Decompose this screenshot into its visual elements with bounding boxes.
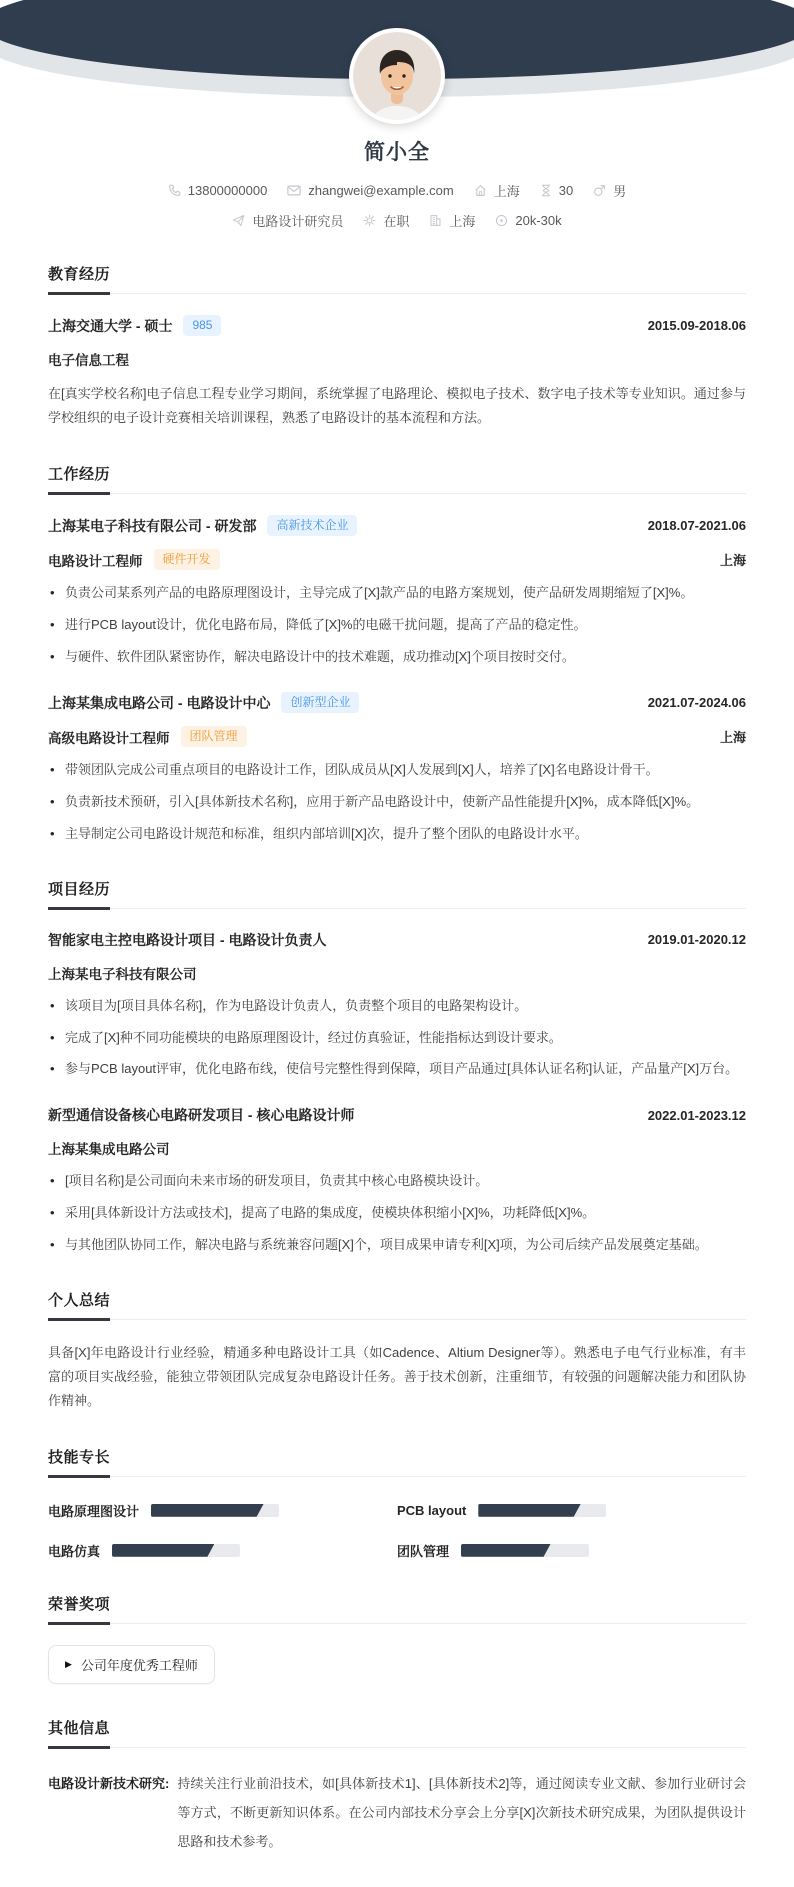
section-honors-title: 荣誉奖项 xyxy=(48,1593,110,1623)
skill-bar-track xyxy=(151,1504,279,1517)
section-work-title: 工作经历 xyxy=(48,463,110,493)
honor-chip-label: 公司年度优秀工程师 xyxy=(80,1657,198,1673)
project-2-bullet: • [项目名称]是公司面向未来市场的研发项目，负责其中核心电路模块设计。 xyxy=(48,1171,746,1192)
contact-row-1 xyxy=(0,181,794,200)
skill-bar-track xyxy=(461,1544,589,1557)
skill-item xyxy=(397,1501,746,1520)
contact-location xyxy=(474,181,520,200)
contact-phone xyxy=(168,183,268,198)
section-summary xyxy=(48,1289,746,1413)
contact-job-status xyxy=(363,211,409,230)
project-1-bullet: • 该项目为[项目具体名称]，作为电路设计负责人，负责整个项目的电路架构设计。 xyxy=(48,996,746,1017)
section-skills-title: 技能专长 xyxy=(48,1446,110,1476)
work-2-bullet: • 负责新技术预研，引入[具体新技术名称]，应用于新产品电路设计中，使新产品性能提升[X]%，成本降低[X]%。 xyxy=(48,792,746,813)
work-2-bullet: • 带领团队完成公司重点项目的电路设计工作，团队成员从[X]人发展到[X]人，培养了[X]名电路设计骨干。 xyxy=(48,760,746,781)
section-projects xyxy=(48,878,746,1256)
education-description: 在[真实学校名称]电子信息工程专业学习期间，系统掌握了电路理论、模拟电子技术、数字电子技术等专业知识。通过参与学校组织的电子设计竞赛相关培训课程，熟悉了电路设计的基本流程和方法。 xyxy=(48,386,746,426)
project-2-bullet: • 与其他团队协同工作，解决电路与系统兼容问题[X]个，项目成果申请专利[X]项，为公司后续产品发展奠定基础。 xyxy=(48,1235,746,1256)
contact-gender xyxy=(593,181,626,200)
work-entry-2 xyxy=(48,692,746,844)
skill-item xyxy=(48,1541,397,1560)
hero-header xyxy=(0,0,794,128)
education-school: 上海交通大学 - 硕士 xyxy=(48,317,173,334)
education-major: 电子信息工程 xyxy=(48,353,129,368)
project-entry-1 xyxy=(48,930,746,1080)
contact-city-text: 上海 xyxy=(449,214,476,229)
section-projects-title: 项目经历 xyxy=(48,878,110,908)
work-1-bullet: • 负责公司某系列产品的电路原理图设计，主导完成了[X]款产品的电路方案规划，使产品研发周期缩短了[X]%。 xyxy=(48,583,746,604)
work-2-location: 上海 xyxy=(719,730,746,746)
work-1-company-badge: 高新技术企业 xyxy=(267,515,357,536)
project-entry-2 xyxy=(48,1105,746,1255)
skills-grid xyxy=(48,1477,746,1560)
contact-salary-text: 20k-30k xyxy=(515,213,562,228)
skill-bar-fill xyxy=(112,1544,214,1557)
mail-icon xyxy=(287,184,301,197)
status-gear-icon xyxy=(363,214,376,227)
work-entry-1 xyxy=(48,515,746,667)
resume-content xyxy=(0,263,794,1887)
education-date: 2015.09-2018.06 xyxy=(647,318,746,333)
other-info-row xyxy=(48,1748,746,1857)
honor-chip[interactable] xyxy=(48,1645,215,1684)
contact-phone-text: 13800000000 xyxy=(187,183,268,198)
gender-icon xyxy=(593,184,606,197)
skill-label: 团队管理 xyxy=(397,1543,450,1559)
other-info-label: 电路设计新技术研究: xyxy=(48,1775,170,1791)
paper-plane-icon xyxy=(232,214,245,227)
work-2-position-badge: 团队管理 xyxy=(181,726,247,747)
skill-bar-fill xyxy=(461,1544,551,1557)
work-2-bullets xyxy=(48,760,746,844)
section-other-title: 其他信息 xyxy=(48,1717,110,1747)
contact-age xyxy=(540,183,573,198)
project-1-date: 2019.01-2020.12 xyxy=(647,932,746,948)
project-1-company: 上海某电子科技有限公司 xyxy=(48,966,197,982)
skill-bar-fill xyxy=(478,1504,580,1517)
work-1-location: 上海 xyxy=(719,553,746,569)
work-1-bullets xyxy=(48,583,746,667)
section-summary-title: 个人总结 xyxy=(48,1289,110,1319)
section-work xyxy=(48,463,746,845)
skill-bar-track xyxy=(112,1544,240,1557)
section-skills-head xyxy=(48,1446,746,1477)
skill-label: PCB layout xyxy=(397,1502,467,1518)
section-projects-head xyxy=(48,878,746,909)
home-icon xyxy=(474,184,487,197)
project-1-bullet: • 参与PCB layout评审，优化电路布线，使信号完整性得到保障，项目产品通过[具体认证名称]认证，产品量产[X]万台。 xyxy=(48,1059,746,1080)
work-2-date: 2021.07-2024.06 xyxy=(647,695,746,711)
education-entry xyxy=(48,315,746,430)
skill-bar-fill xyxy=(151,1504,264,1517)
honor-chips xyxy=(48,1624,746,1684)
work-2-company-badge: 创新型企业 xyxy=(281,692,359,713)
contact-gender-text: 男 xyxy=(613,184,627,199)
contact-job-status-text: 在职 xyxy=(383,214,410,229)
section-other xyxy=(48,1717,746,1857)
contact-location-text: 上海 xyxy=(493,184,520,199)
section-education xyxy=(48,263,746,430)
section-skills xyxy=(48,1446,746,1560)
project-2-bullet: • 采用[具体新设计方法或技术]，提高了电路的集成度，使模块体积缩小[X]%，功耗降低[X]%。 xyxy=(48,1203,746,1224)
person-name: 简小全 xyxy=(364,141,430,164)
contact-email-text: zhangwei@example.com xyxy=(308,183,454,198)
summary-text: 具备[X]年电路设计行业经验，精通多种电路设计工具（如Cadence、Altium Designer等）。熟悉电子电气行业标准，有丰富的项目实战经验，能独立带领团队完成复杂电路设计任务。善于技术创新，注重细节，有较强的问题解决能力和团队协作精神。 xyxy=(48,1344,746,1408)
play-triangle-icon: ▶ xyxy=(65,1658,72,1669)
work-2-company: 上海某集成电路公司 - 电路设计中心 xyxy=(48,694,271,711)
skill-label: 电路原理图设计 xyxy=(48,1503,140,1519)
section-education-title: 教育经历 xyxy=(48,263,110,293)
education-985-badge: 985 xyxy=(183,315,221,336)
project-2-name: 新型通信设备核心电路研发项目 - 核心电路设计师 xyxy=(48,1107,355,1124)
skill-item xyxy=(397,1541,746,1560)
project-2-company: 上海某集成电路公司 xyxy=(48,1142,170,1158)
section-honors-head xyxy=(48,1593,746,1624)
section-work-head xyxy=(48,463,746,494)
section-summary-head xyxy=(48,1289,746,1320)
section-education-head xyxy=(48,263,746,294)
skill-label: 电路仿真 xyxy=(48,1543,101,1559)
contact-email xyxy=(287,183,453,198)
salary-icon xyxy=(495,214,508,227)
phone-icon xyxy=(168,184,181,197)
work-1-bullet: • 进行PCB layout设计，优化电路布局，降低了[X]%的电磁干扰问题，提高了产品的稳定性。 xyxy=(48,615,746,636)
work-1-position: 电路设计工程师 xyxy=(48,553,143,569)
contact-city xyxy=(429,211,475,230)
project-1-bullets xyxy=(48,996,746,1080)
contact-job-intention xyxy=(232,211,343,230)
building-icon xyxy=(429,214,442,227)
contact-age-text: 30 xyxy=(558,183,574,198)
avatar xyxy=(349,28,445,124)
work-1-position-badge: 硬件开发 xyxy=(154,549,220,570)
contact-row-2 xyxy=(0,211,794,230)
other-info-text: 持续关注行业前沿技术，如[具体新技术1]、[具体新技术2]等，通过阅读专业文献、参加行业研讨会等方式，不断更新知识体系。在公司内部技术分享会上分享[X]次新技术研究成果，为团队提供设计思路和技术参考。 xyxy=(177,1775,746,1850)
work-1-bullet: • 与硬件、软件团队紧密协作，解决电路设计中的技术难题，成功推动[X]个项目按时交付。 xyxy=(48,647,746,668)
project-1-name: 智能家电主控电路设计项目 - 电路设计负责人 xyxy=(48,931,327,948)
contact-salary xyxy=(495,213,561,228)
skill-bar-track xyxy=(478,1504,606,1517)
work-1-company: 上海某电子科技有限公司 - 研发部 xyxy=(48,517,257,534)
work-2-bullet: • 主导制定公司电路设计规范和标准，组织内部培训[X]次，提升了整个团队的电路设计水平。 xyxy=(48,824,746,845)
work-1-date: 2018.07-2021.06 xyxy=(647,518,746,534)
work-2-position: 高级电路设计工程师 xyxy=(48,730,170,746)
project-2-date: 2022.01-2023.12 xyxy=(647,1107,746,1123)
skill-item xyxy=(48,1501,397,1520)
project-1-bullet: • 完成了[X]种不同功能模块的电路原理图设计，经过仿真验证，性能指标达到设计要求。 xyxy=(48,1028,746,1049)
project-2-bullets xyxy=(48,1171,746,1255)
contact-job-intention-text: 电路设计研究员 xyxy=(252,214,344,229)
age-icon xyxy=(540,184,552,197)
section-other-head xyxy=(48,1717,746,1748)
section-honors xyxy=(48,1593,746,1684)
avatar-photo xyxy=(353,32,441,120)
